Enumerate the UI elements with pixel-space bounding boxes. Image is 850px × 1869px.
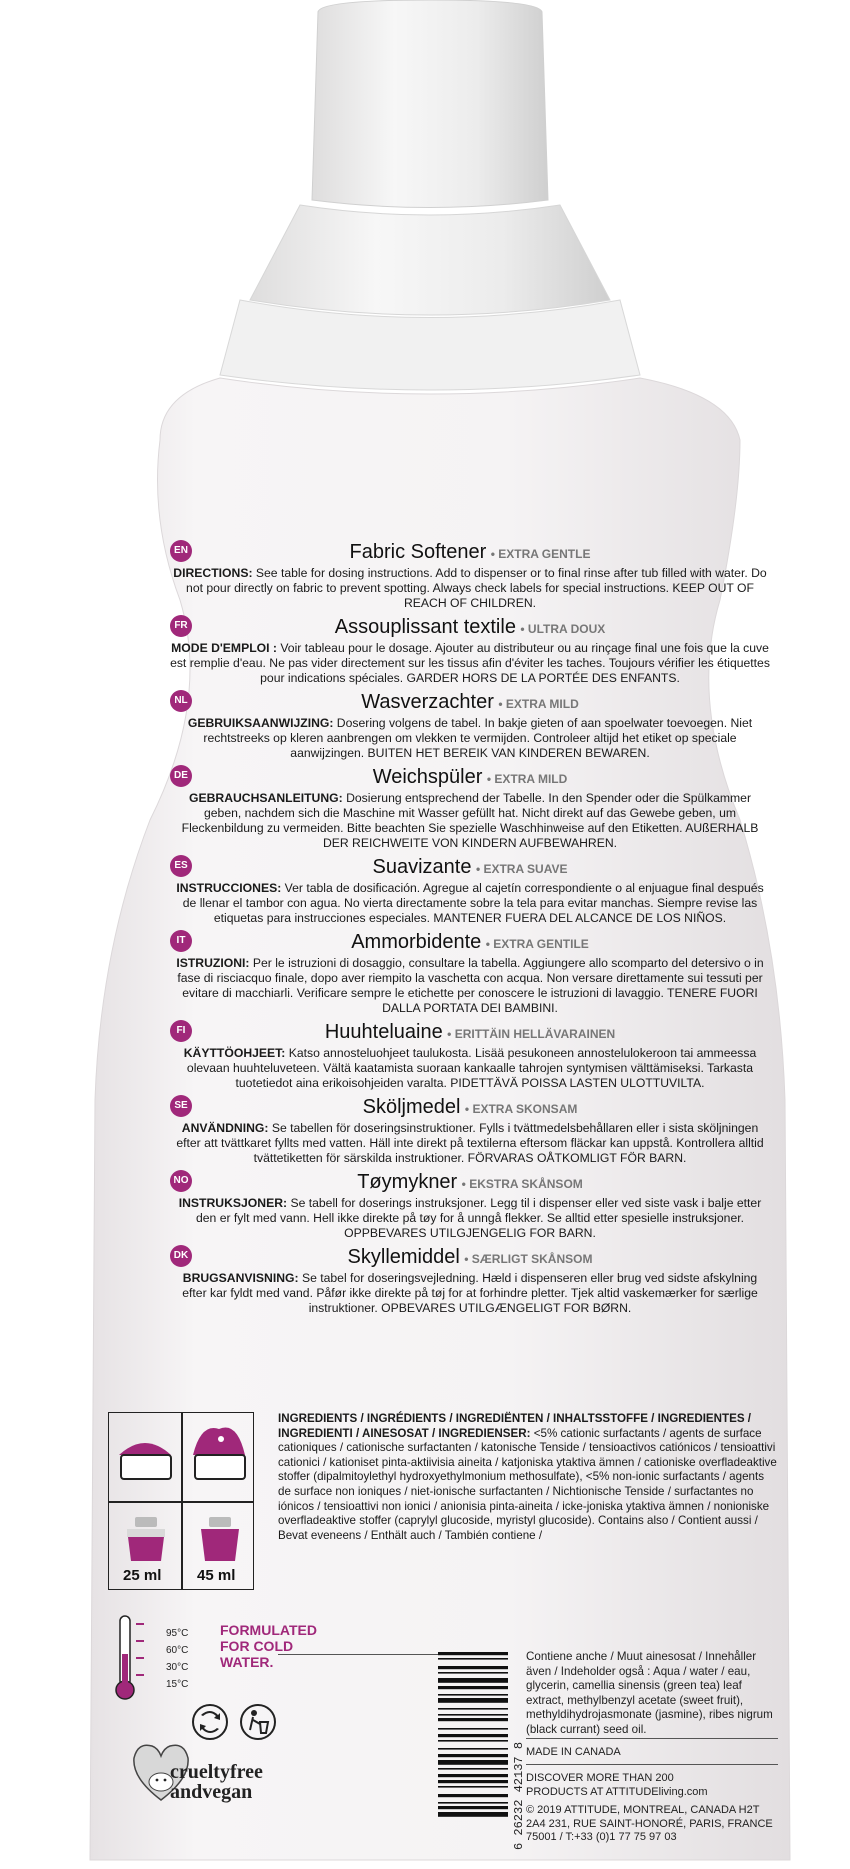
small-dose-cup-icon (127, 1517, 165, 1561)
thermometer-icon (108, 1614, 168, 1704)
barcode-bar (438, 1678, 508, 1683)
section-nl (170, 690, 770, 761)
barcode-bar (438, 1754, 508, 1757)
barcode-bar (438, 1786, 508, 1788)
barcode-bar (438, 1802, 508, 1804)
section-es (170, 855, 770, 926)
barcode-bar (438, 1698, 508, 1703)
barcode-bar (438, 1812, 508, 1817)
large-dose-cup-icon (201, 1517, 239, 1561)
section-subtitle: • EXTRA SUAVE (475, 862, 568, 876)
language-badge-es: ES (170, 855, 192, 877)
section-en (170, 540, 770, 611)
section-se (170, 1095, 770, 1166)
section-text: KÄYTTÖOHJEET: Katso annosteluohjeet taulukosta. Lisää pesukoneen annostelulokeroon tai ammeessa olevaan huuhteluveteen. Vältä kaatamista suoraan kankaalle tahrojen syntymisen välttämiseksi. Tarkasta tuotetiedot aina erikoisohjeiden varalta. PIDETTÄVÄ POISSA LASTEN ULOTTUVILTA. (183, 1046, 757, 1090)
section-subtitle: • EXTRA MILD (486, 772, 568, 786)
barcode-bar (438, 1748, 508, 1750)
dosing-icons (109, 1413, 253, 1589)
language-badge-fr: FR (170, 615, 192, 637)
section-fr (170, 615, 770, 686)
language-badge-en: EN (170, 540, 192, 562)
section-title: Wasverzachter (361, 691, 494, 713)
section-text: INSTRUKSJONER: Se tabell for doserings instruksjoner. Legg til i dispenser eller ved siste vask i balje etter den er fylt med vann. Hell ikke direkte på tøy for å unngå flekker. Se alltid etter spesielle instruksjoner. OPPBEVARES UTILGJENGELIG FOR BARN. (178, 1196, 762, 1240)
barcode-bar (438, 1794, 508, 1797)
barcode-bar (438, 1694, 508, 1696)
barcode-bar (438, 1774, 508, 1777)
ingredients-continued: Contiene anche / Muut ainesosat / Innehåller även / Indeholder også : Aqua / water / eau, glycerin, camellia sinensis (green tea) leaf extract, methylbenzyl acetate (sweet fruit), methyldihydrojasmonate (jasmine), ribes nigrum (black currant) seed oil. (526, 1650, 773, 1736)
cruelty-free-text: crueltyfree andvegan (170, 1761, 263, 1803)
section-dk (170, 1245, 770, 1316)
language-badge-it: IT (170, 930, 192, 952)
cold-water-claim: FORMULATED FOR COLD WATER. (220, 1622, 317, 1670)
section-subtitle: • EXTRA GENTILE (485, 937, 589, 951)
section-no (170, 1170, 770, 1241)
barcode-number: 6 26232 42137 8 (512, 1741, 526, 1850)
language-badge-dk: DK (170, 1245, 192, 1267)
large-load-icon (193, 1427, 245, 1479)
recycle-icon (190, 1702, 230, 1742)
section-title: Ammorbidente (351, 931, 482, 953)
section-text: GEBRUIKSAANWIJZING: Dosering volgens de tabel. In bakje gieten of aan spoelwater toevoegen. Niet rechtstreeks op kleren aanbrengen om vlekken te vermijden. Controleer altijd het etiket op speciale aanwijzingen. BUITEN HET BEREIK VAN KINDEREN BEWAREN. (187, 716, 753, 760)
temperature-scale: 95°C 60°C 30°C 15°C (166, 1628, 189, 1690)
section-subtitle: • ERITTÄIN HELLÄVARAINEN (447, 1027, 616, 1041)
section-title: Suavizante (372, 856, 472, 878)
barcode-bar (438, 1806, 508, 1809)
section-text: DIRECTIONS: See table for dosing instructions. Add to dispenser or to final rinse after tub filled with water. Do not pour directly on fabric to prevent spotting. Always check labels for special instructions. KEEP OUT OF REACH OF CHILDREN. (173, 566, 767, 610)
section-text: MODE D'EMPLOI : Voir tableau pour le dosage. Ajouter au distributeur ou au rinçage final une fois que la cuve est remplie d'eau. Ne pas vider directement sur les tissus afin d'éviter les taches. Toujours vérifier les étiquettes pour indications spéciales. GARDER HORS DE LA PORTÉE DES ENFANTS. (170, 641, 770, 685)
language-badge-fi: FI (170, 1020, 192, 1042)
section-title: Huuhteluaine (324, 1021, 443, 1043)
section-title: Skyllemiddel (347, 1246, 460, 1268)
discover-text: DISCOVER MORE THAN 200 PRODUCTS AT ATTITUDEliving.com (526, 1772, 708, 1798)
barcode-bar (438, 1652, 508, 1655)
section-subtitle: • ULTRA DOUX (520, 622, 606, 636)
language-badge-nl: NL (170, 690, 192, 712)
dosing-table (108, 1412, 254, 1590)
barcode-bar (438, 1728, 508, 1730)
section-title: Assouplissant textile (334, 616, 516, 638)
barcode-bar (438, 1740, 508, 1742)
section-title: Fabric Softener (349, 541, 487, 563)
section-subtitle: • EXTRA SKONSAM (464, 1102, 578, 1116)
section-it (170, 930, 770, 1016)
barcode-bar (438, 1686, 508, 1689)
dose-small-label: 25 ml (123, 1567, 162, 1584)
section-title: Sköljmedel (362, 1096, 461, 1118)
ingredients-list: INGREDIENTS / INGRÉDIENTS / INGREDIËNTEN / INHALTSSTOFFE / INGREDIENTES / INGREDIENTI / AINESOSAT / INGREDIENSER: <5% cationic surfactants / agents de surface cationiques / cationische surfactanten / katonische Tenside / tensioactivos catiónicos / tensioattivi cationici / kationiset pinta-aktiivisia aineita / katjoniska ytaktiva ämnen / cationiske overfladeaktive stoffer (dipalmitoylethyl hydroxyethylmonium methosulfate), <5% non-ionic surfactants / agents de surface non ioniques / niet-ionische surfactanten / Nichtionische Tenside / surfactantes no iónicos / tensioattivi non ionici / anionisia pinta-aineita / icke-joniska ytaktiva ämnen / nonioniske overfladeaktive stoffer (caprylyl glucoside, myristyl glucoside). Contains also / Contient aussi / Bevat eveneens / Enthält auch / También contiene / (278, 1412, 777, 1542)
section-text: GEBRAUCHSANLEITUNG: Dosierung entsprechend der Tabelle. In den Spender oder die Spülkammer geben, nachdem sich die Maschine mit Wasser gefüllt hat. Nicht direkt auf das Gewebe geben, um Fleckenbildung zu vermeiden. Bitte beachten Sie spezielle Waschhinweise auf den Etiketten. AUßERHALB DER REICHWEITE VON KINDERN AUFBEWAHREN. (181, 791, 759, 850)
barcode-bar (438, 1714, 508, 1716)
small-load-icon (119, 1443, 171, 1479)
barcode-bar (438, 1666, 508, 1669)
language-badge-no: NO (170, 1170, 192, 1192)
language-badge-se: SE (170, 1095, 192, 1117)
made-in-label: MADE IN CANADA (526, 1746, 621, 1758)
bottle-cap (312, 0, 548, 208)
barcode-bar (438, 1768, 508, 1770)
barcode-bar (438, 1780, 508, 1783)
section-fi (170, 1020, 770, 1091)
company-address: © 2019 ATTITUDE, MONTREAL, CANADA H2T 2A4 231, RUE SAINT-HONORÉ, PARIS, FRANCE 75001 / T:+33 (0)1 77 75 97 03 (526, 1804, 773, 1844)
section-title: Weichspüler (372, 766, 483, 788)
language-badge-de: DE (170, 765, 192, 787)
barcode-bar (438, 1672, 508, 1674)
section-subtitle: • EKSTRA SKÅNSOM (461, 1177, 583, 1191)
section-text: ISTRUZIONI: Per le istruzioni di dosaggio, consultare la tabella. Aggiungere allo scomparto del detersivo o in fase di risciacquo finale, dopo aver riempito la vaschetta con acqua. Non versare direttamente sui tessuti per evitare di macchiarli. Verificare sempre le etichette per conoscere le istruzioni di lavaggio. TENERE FUORI DALLA PORTATA DEI BAMBINI. (176, 956, 764, 1015)
section-text: ANVÄNDNING: Se tabellen för doseringsinstruktioner. Fylls i tvättmedelsbehållaren eller i sista sköljningen efter att tvättkaret fyllts med vatten. Häll inte direkt på textilerna eftersom fläckar kan uppstå. Kontrollera alltid tvättetiketten för särskilda instruktioner. FÖRVARAS OÅTKOMLIGT FÖR BARN. (176, 1121, 764, 1165)
barcode-bar (438, 1734, 508, 1737)
section-de (170, 765, 770, 851)
dose-large-label: 45 ml (197, 1567, 236, 1584)
barcode-bar (438, 1718, 508, 1721)
section-subtitle: • EXTRA GENTLE (490, 547, 591, 561)
section-subtitle: • EXTRA MILD (498, 697, 579, 711)
section-text: BRUGSANVISNING: Se tabel for doseringsvejledning. Hæld i dispenseren eller brug ved sidste afskylning efter kar fyldt med vand. Påfør ikke direkte på tøj for at forhindre pletter. Tjek altid vaskemærker for særlige instruktioner. OPBEVARES UTILGÆNGELIGT FOR BØRN. (182, 1271, 758, 1315)
barcode-bar (438, 1658, 508, 1660)
lower-label (108, 1412, 778, 1852)
section-text: INSTRUCCIONES: Ver tabla de dosificación. Agregue al cajetín correspondiente o al enjuague final después de llenar el tambor con agua. No vierta directamente sobre la tela para evitar manchas. Siempre revise las etiquetas para instrucciones especiales. MANTENER FUERA DEL ALCANCE DE LOS NIÑOS. (176, 881, 764, 925)
section-title: Tøymykner (357, 1171, 458, 1193)
barcode-bar (438, 1708, 508, 1710)
section-subtitle: • SÆRLIGT SKÅNSOM (464, 1252, 593, 1266)
barcode-bar (438, 1760, 508, 1765)
barcode (438, 1652, 508, 1852)
dispose-bin-icon (238, 1702, 278, 1742)
